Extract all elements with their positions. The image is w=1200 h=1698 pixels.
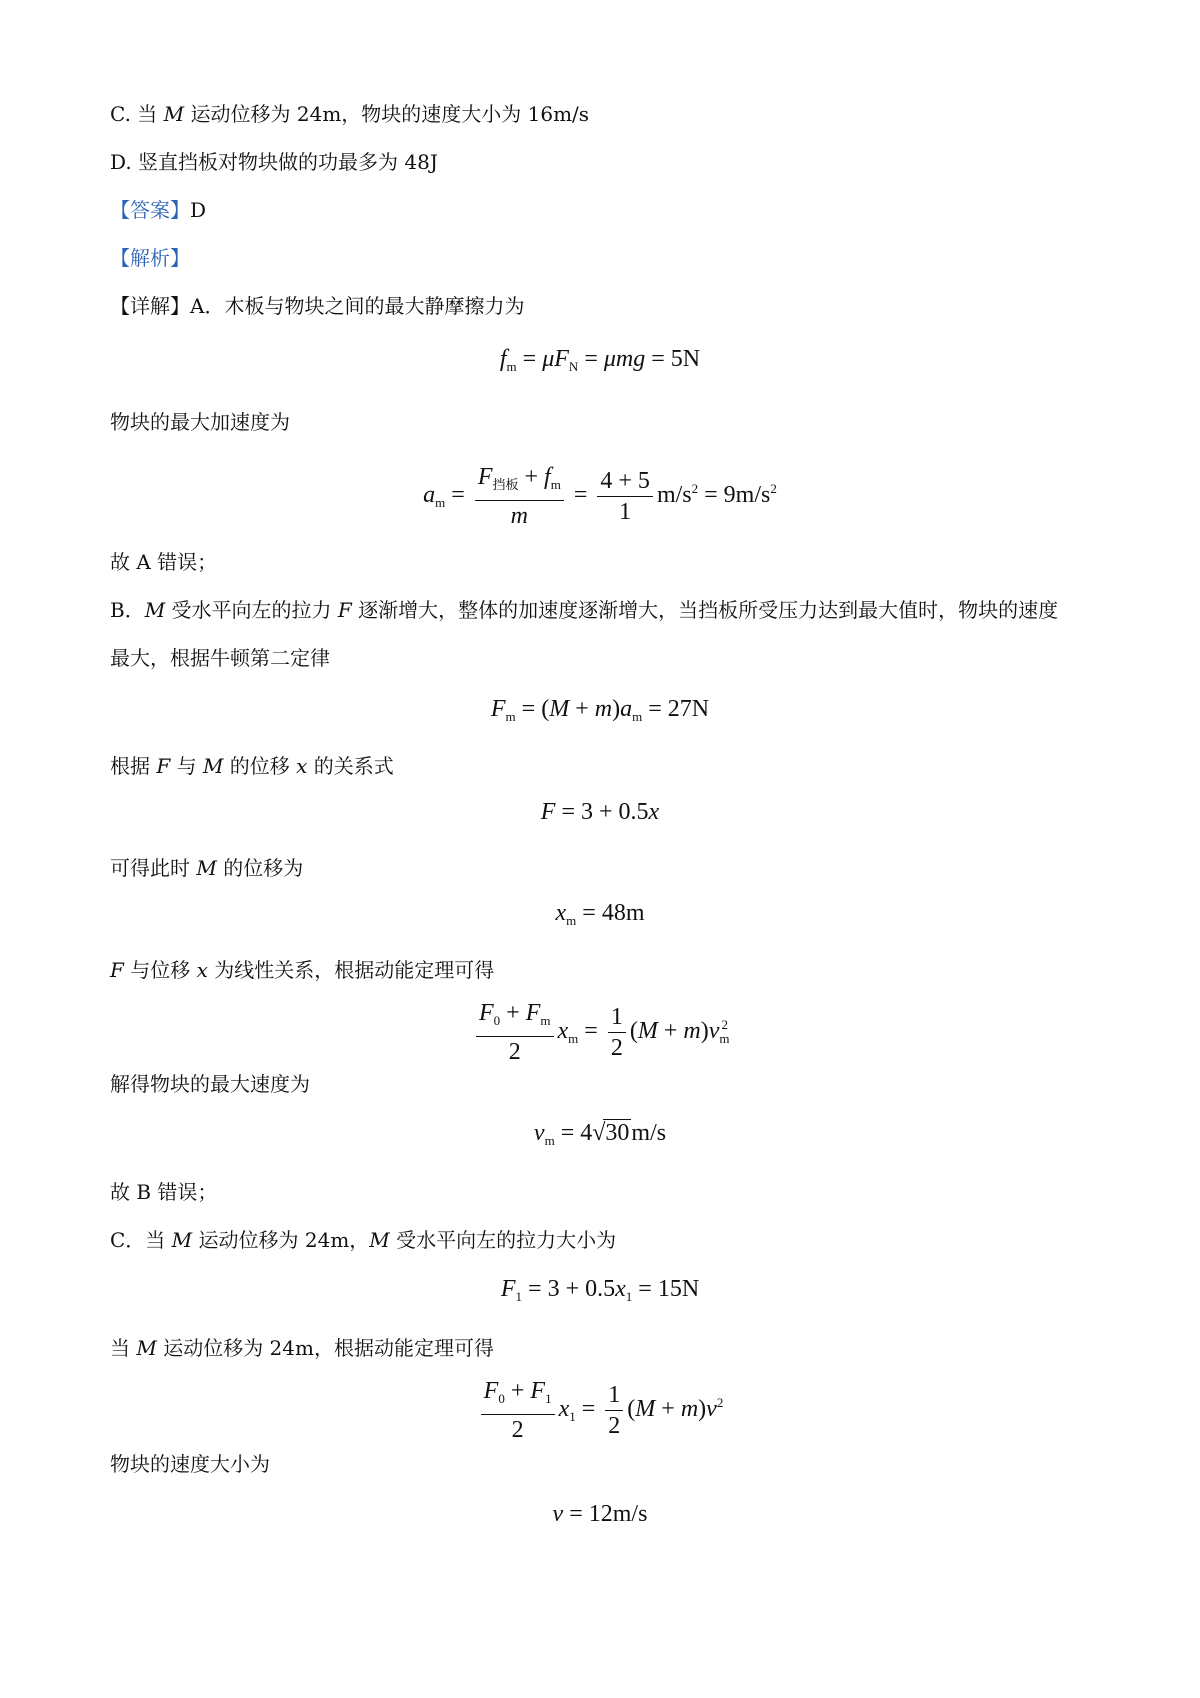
linear-relation-text: F 与位移 x 为线性关系，根据动能定理可得: [110, 958, 495, 982]
equation-max-displacement: $x_m = 48m$: [555, 900, 645, 928]
answer-line: [110, 196, 206, 224]
max-acceleration-text: 物块的最大加速度为: [110, 410, 290, 434]
equation-max-static-friction: $f_m = \mu F_N = \mu mg = 5N$: [499, 346, 701, 374]
equation-max-force: $F_m = (M + m)a_m = 27N$: [490, 696, 710, 724]
option-b-analysis-line2: 最大，根据牛顿第二定律: [110, 646, 330, 670]
analysis-label: 【解析】: [110, 246, 190, 270]
answer-value: D: [190, 198, 207, 222]
option-c-analysis-line: C．当 M 运动位移为 24m，M 受水平向左的拉力大小为: [110, 1228, 617, 1252]
displacement-text: 可得此时 M 的位移为: [110, 856, 304, 880]
kinetic-energy-24m-text: 当 M 运动位移为 24m，根据动能定理可得: [110, 1336, 494, 1360]
answer-label: 【答案】: [110, 198, 190, 222]
equation-max-acceleration: $a_m$ = $\frac{F_{挡板} + f_m}{m}$ = $\frac{4 + 5}{1}$ $m/s^2 = 9m/s^2$: [423, 464, 777, 529]
max-speed-text: 解得物块的最大速度为: [110, 1072, 310, 1096]
speed-text: 物块的速度大小为: [110, 1452, 270, 1476]
a-wrong-text: 故 A 错误；: [110, 550, 218, 574]
equation-kinetic-energy-24m: $\frac{F_0 + F_1}{2}$ $x_1$ = $\frac{1}{2}$ $(M + m)v^2$: [0, 1376, 1200, 1445]
option-d: D. 竖直挡板对物块做的功最多为 48J: [110, 150, 438, 174]
equation-force-displacement: F = 3 + 0.5x: [540, 798, 660, 825]
relation-text: 根据 F 与 M 的位移 x 的关系式: [110, 754, 394, 778]
b-wrong-text: 故 B 错误；: [110, 1180, 218, 1204]
equation-force-at-24m: $F_1 = 3 + 0.5x_1 = 15N$: [500, 1276, 700, 1304]
detail-line: 【详解】A．木板与物块之间的最大静摩擦力为: [110, 294, 525, 318]
equation-speed-result: v = 12m/s: [552, 1500, 648, 1527]
option-b-analysis-line1: B．M 受水平向左的拉力 F 逐渐增大，整体的加速度逐渐增大，当挡板所受压力达到最大值时，物块的速度: [110, 598, 1059, 622]
option-c: C. 当 M 运动位移为 24m，物块的速度大小为 16m/s: [110, 102, 590, 126]
equation-max-speed: $v_m = 4√30m/s$: [533, 1120, 667, 1148]
equation-kinetic-energy-max: $\frac{F_0 + F_m}{2}$ $x_m$ = $\frac{1}{2}$ $(M + m)v_m^2$: [0, 998, 1200, 1067]
